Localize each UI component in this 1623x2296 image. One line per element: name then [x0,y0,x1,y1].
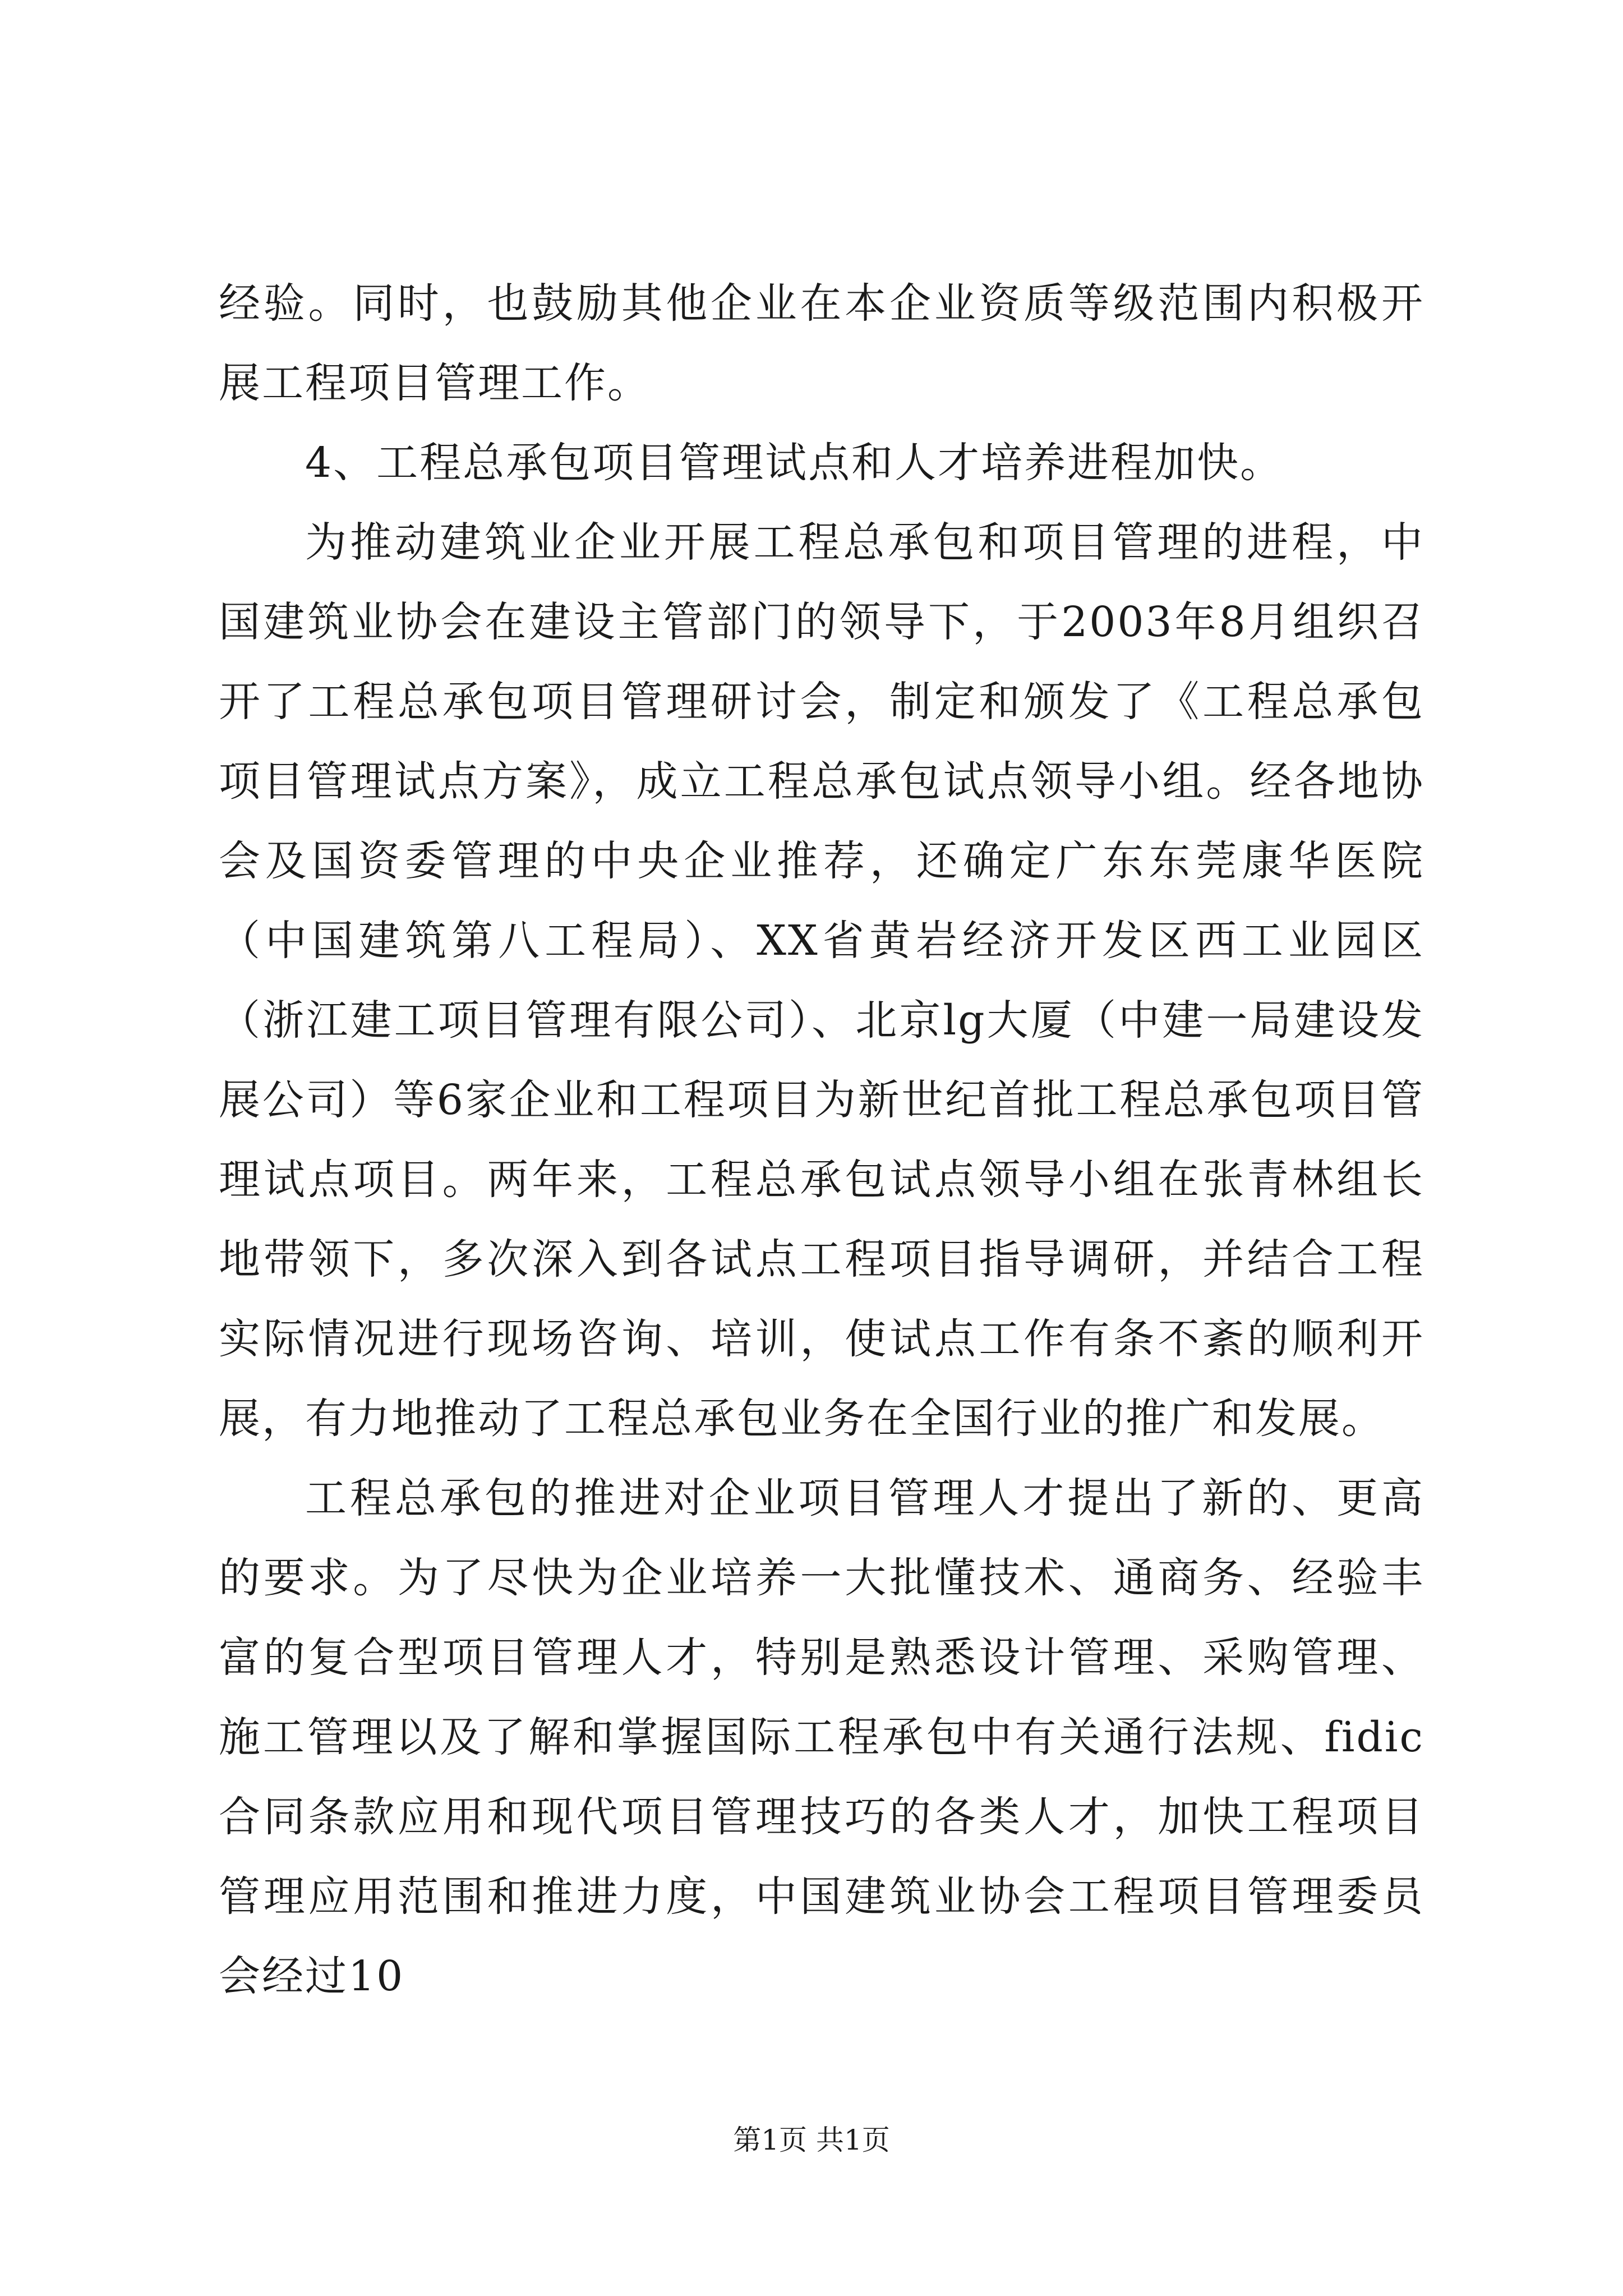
paragraph-2-heading: 4、工程总承包项目管理试点和人才培养进程加快。 [305,439,1284,487]
paragraph-3: 为推动建筑业企业开展工程总承包和项目管理的进程，中国建筑业协会在建设主管部门的领导下，于2003年8月组织召开了工程总承包项目管理研讨会，制定和颁发了《工程总承包项目管理试点方案》，成立工程总承包试点领导小组。经各地协会及国资委管理的中央企业推荐，还确定广东东莞康华医院（中国建筑第八工程局）、XX省黄岩经济开发区西工业园区（浙江建工项目管理有限公司）、北京lg大厦（中建一局建设发展公司）等6家企业和工程项目为新世纪首批工程总承包项目管理试点项目。两年来，工程总承包试点领导小组在张青林组长地带领下，多次深入到各试点工程项目指导调研，并结合工程实际情况进行现场咨询、培训，使试点工作有条不紊的顺利开展，有力地推动了工程总承包业务在全国行业的推广和发展。 [219,518,1424,1443]
page-footer: 第1页 共1页 [733,2124,890,2156]
paragraph-4: 工程总承包的推进对企业项目管理人才提出了新的、更高的要求。为了尽快为企业培养一大批懂技术、通商务、经验丰富的复合型项目管理人才，特别是熟悉设计管理、采购管理、施工管理以及了解和掌握国际工程承包中有关通行法规、fidic合同条款应用和现代项目管理技巧的各类人才，加快工程项目管理应用范围和推进力度，中国建筑业协会工程项目管理委员会经过10 [219,1474,1424,2000]
document-body [219,264,1424,2016]
paragraph-1: 经验。同时，也鼓励其他企业在本企业资质等级范围内积极开展工程项目管理工作。 [219,279,1424,407]
